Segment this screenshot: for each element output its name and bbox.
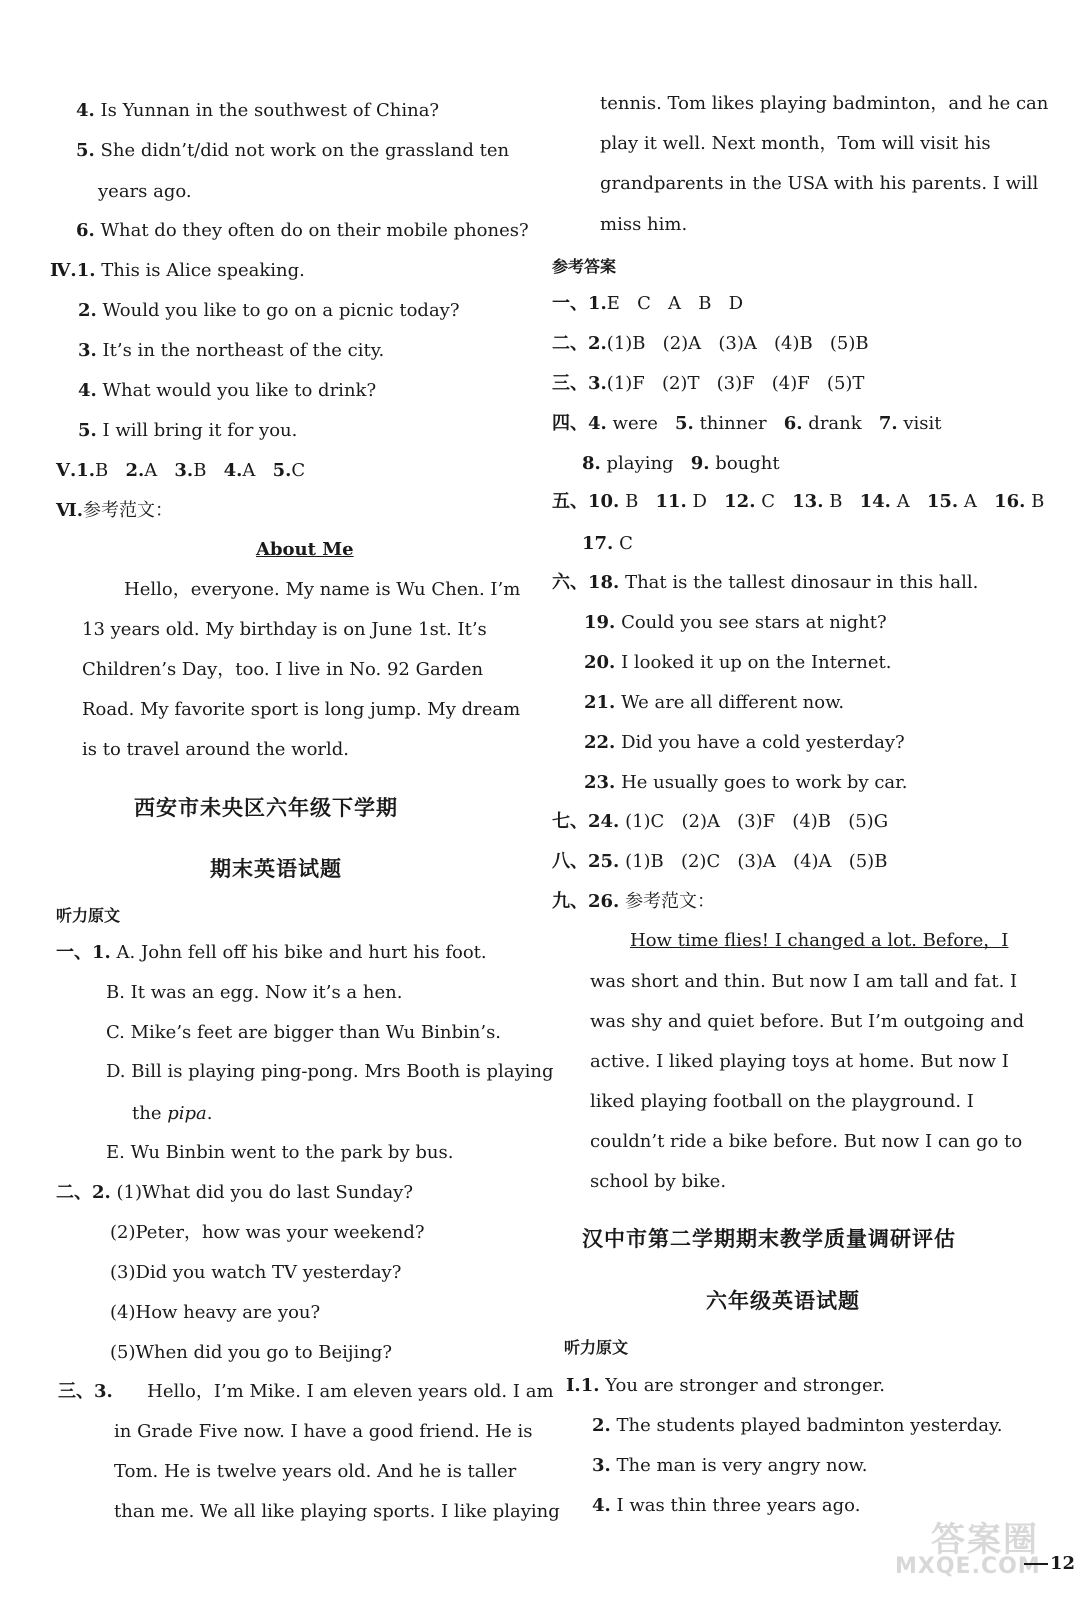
question-line: (2)Peter，how was your weekend?	[110, 1222, 425, 1243]
question-line: than me. We all like playing sports. I like playing	[114, 1501, 560, 1522]
answers-heading: 参考答案	[552, 257, 617, 276]
question-line: 2. The students played badminton yesterday.	[592, 1415, 1003, 1436]
section-vi-line: Ⅵ.参考范文：	[56, 500, 173, 521]
question-line: Ⅰ.1. You are stronger and stronger.	[566, 1375, 886, 1396]
question-line: (4)How heavy are you?	[110, 1302, 321, 1323]
answer-key-line: 五、10. B 11. D 12. C 13. B 14. A 15. A 16. B	[552, 491, 1045, 512]
answer-key-line: 17. C	[582, 533, 633, 554]
question-line: 一、1. A. John fell off his bike and hurt his foot.	[56, 942, 487, 963]
passage-line: miss him.	[600, 214, 688, 235]
answer-key-line: 23. He usually goes to work by car.	[584, 772, 908, 793]
listening-heading: 听力原文	[56, 906, 121, 925]
answer-key-line: 四、4. were 5. thinner 6. drank 7. visit	[552, 413, 942, 434]
answer-line: 3. It’s in the northeast of the city.	[78, 340, 385, 361]
essay-line: Road. My favorite sport is long jump. My dream	[82, 699, 521, 720]
passage-line: grandparents in the USA with his parents. I will	[600, 173, 1039, 194]
listening-heading: 听力原文	[564, 1338, 629, 1357]
question-line: C. Mike’s feet are bigger than Wu Binbin’s.	[106, 1022, 502, 1043]
question-line: in Grade Five now. I have a good friend. He is	[114, 1421, 533, 1442]
essay-line: How time flies! I changed a lot. Before，I	[630, 930, 1009, 951]
question-line: 二、2. (1)What did you do last Sunday?	[56, 1182, 414, 1203]
answer-key-line: 一、1.E C A B D	[552, 293, 744, 314]
essay-title: About Me	[256, 539, 354, 560]
question-line: E. Wu Binbin went to the park by bus.	[106, 1142, 454, 1163]
exam-title: 西安市未央区六年级下学期	[134, 796, 398, 820]
question-line: Tom. He is twelve years old. And he is taller	[114, 1461, 517, 1482]
essay-line: 13 years old. My birthday is on June 1st. It’s	[82, 619, 487, 640]
answer-key-line: 19. Could you see stars at night?	[584, 612, 887, 633]
question-line: B. It was an egg. Now it’s a hen.	[106, 982, 403, 1003]
passage-line: play it well. Next month，Tom will visit his	[600, 133, 991, 154]
answer-line: years ago.	[98, 181, 192, 202]
question-line: D. Bill is playing ping-pong. Mrs Booth is playing	[106, 1061, 554, 1082]
exam-subtitle: 六年级英语试题	[706, 1289, 860, 1313]
section-v-line: Ⅴ.1.B 2.A 3.B 4.A 5.C	[56, 460, 306, 481]
section-iv-line: Ⅳ.1. This is Alice speaking.	[50, 260, 305, 281]
essay-line: couldn’t ride a bike before. But now I can go to	[590, 1131, 1023, 1152]
question-line: 3. The man is very angry now.	[592, 1455, 868, 1476]
answer-key-line: 22. Did you have a cold yesterday?	[584, 732, 905, 753]
answer-key-line: 九、26. 参考范文：	[552, 891, 716, 912]
essay-line: was short and thin. But now I am tall and fat. I	[590, 971, 1018, 992]
answer-line: 4. Is Yunnan in the southwest of China?	[76, 100, 440, 121]
answer-key-line: 八、25. (1)B (2)C (3)A (4)A (5)B	[552, 851, 888, 872]
essay-line: school by bike.	[590, 1171, 727, 1192]
answer-key-line: 二、2.(1)B (2)A (3)A (4)B (5)B	[552, 333, 869, 354]
answer-line: 6. What do they often do on their mobile phones?	[76, 220, 529, 241]
question-line: the pipa.	[132, 1103, 213, 1124]
answer-key-line: 8. playing 9. bought	[582, 453, 780, 474]
question-line: 三、3. Hello，I’m Mike. I am eleven years old. I am	[58, 1381, 554, 1402]
essay-line: liked playing football on the playground. I	[590, 1091, 974, 1112]
answer-line: 5. I will bring it for you.	[78, 420, 298, 441]
exam-subtitle: 期末英语试题	[210, 857, 342, 881]
answer-key-line: 21. We are all different now.	[584, 692, 845, 713]
essay-line: Children’s Day，too. I live in No. 92 Garden	[82, 659, 484, 680]
passage-line: tennis. Tom likes playing badminton，and he can	[600, 93, 1049, 114]
answer-line: 5. She didn’t/did not work on the grassland ten	[76, 140, 510, 161]
question-line: 4. I was thin three years ago.	[592, 1495, 861, 1516]
answer-key-line: 三、3.(1)F (2)T (3)F (4)F (5)T	[552, 373, 865, 394]
answer-key-line: 七、24. (1)C (2)A (3)F (4)B (5)G	[552, 811, 889, 832]
essay-line: active. I liked playing toys at home. But now I	[590, 1051, 1009, 1072]
answer-key-line: 20. I looked it up on the Internet.	[584, 652, 892, 673]
answer-key-line: 六、18. That is the tallest dinosaur in this hall.	[552, 572, 979, 593]
question-line: (5)When did you go to Beijing?	[110, 1342, 393, 1363]
question-line: (3)Did you watch TV yesterday?	[110, 1262, 402, 1283]
page-number: 12	[1024, 1553, 1075, 1574]
answer-line: 4. What would you like to drink?	[78, 380, 377, 401]
essay-line: Hello，everyone. My name is Wu Chen. I’m	[124, 579, 521, 600]
answer-line: 2. Would you like to go on a picnic today?	[78, 300, 460, 321]
exam-title: 汉中市第二学期期末教学质量调研评估	[582, 1227, 956, 1251]
watermark-logo: 答案圈 MXQE.COM	[895, 1520, 1041, 1579]
essay-line: is to travel around the world.	[82, 739, 350, 760]
essay-line: was shy and quiet before. But I’m outgoing and	[590, 1011, 1025, 1032]
